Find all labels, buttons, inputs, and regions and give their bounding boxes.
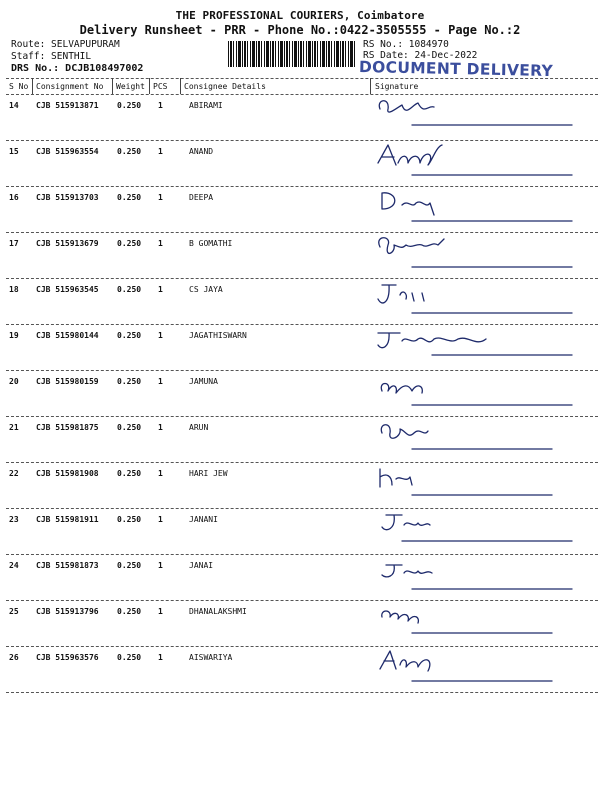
table-row <box>0 555 600 601</box>
document-delivery-stamp: DOCUMENT DELIVERY <box>358 58 554 81</box>
signature-stroke <box>382 193 572 221</box>
signature-stroke <box>379 238 572 267</box>
col-sno-header: S No <box>9 82 29 91</box>
row-consignment-no: CJB 515913703 <box>36 193 99 202</box>
row-consignment-no: CJB 515981911 <box>36 515 99 524</box>
table-row <box>0 417 600 463</box>
row-sno: 18 <box>9 285 19 294</box>
col-consignee-header: Consignee Details <box>184 82 266 91</box>
signature-scribble <box>372 417 592 463</box>
handwritten-signature <box>372 233 592 279</box>
row-sno: 25 <box>9 607 19 616</box>
row-weight: 0.250 <box>117 193 142 202</box>
row-consignee-name: B GOMATHI <box>189 239 233 248</box>
row-sno: 22 <box>9 469 19 478</box>
col-signature-header: Signature <box>375 82 419 91</box>
row-consignee-name: ARUN <box>189 423 209 432</box>
row-consignee-name: JANAI <box>189 561 214 570</box>
row-pcs: 1 <box>158 101 163 110</box>
col-pcs-header: PCS <box>153 82 168 91</box>
signature-scribble <box>372 95 592 141</box>
row-pcs: 1 <box>158 607 163 616</box>
row-sno: 15 <box>9 147 19 156</box>
row-consignment-no: CJB 515980144 <box>36 331 99 340</box>
table-row <box>0 463 600 509</box>
row-sno: 19 <box>9 331 19 340</box>
signature-stroke <box>380 469 552 495</box>
row-weight: 0.250 <box>117 469 142 478</box>
signature-stroke <box>382 611 552 633</box>
handwritten-signature <box>372 325 592 371</box>
row-sno: 21 <box>9 423 19 432</box>
row-sno: 17 <box>9 239 19 248</box>
row-weight: 0.250 <box>117 607 142 616</box>
signature-scribble <box>372 187 592 233</box>
signature-stroke <box>378 145 572 175</box>
signature-scribble <box>372 647 592 693</box>
signature-scribble <box>372 233 592 279</box>
signature-scribble <box>372 555 592 601</box>
row-consignee-name: DHANALAKSHMI <box>189 607 247 616</box>
handwritten-signature <box>372 187 592 233</box>
row-consignee-name: JANANI <box>189 515 218 524</box>
col-divider <box>112 78 113 94</box>
row-weight: 0.250 <box>117 423 142 432</box>
table-row <box>0 509 600 555</box>
handwritten-signature <box>372 279 592 325</box>
table-row <box>0 95 600 141</box>
handwritten-signature <box>372 601 592 647</box>
staff-label: Staff: SENTHIL <box>11 51 92 62</box>
header-top-rule <box>6 78 598 79</box>
signature-scribble <box>372 371 592 417</box>
row-pcs: 1 <box>158 239 163 248</box>
row-pcs: 1 <box>158 469 163 478</box>
row-consignment-no: CJB 515963545 <box>36 285 99 294</box>
row-sno: 23 <box>9 515 19 524</box>
row-consignment-no: CJB 515981875 <box>36 423 99 432</box>
col-consignment-header: Consignment No <box>36 82 104 91</box>
route-label: Route: SELVAPUPURAM <box>11 39 120 50</box>
signature-scribble <box>372 601 592 647</box>
table-row <box>0 647 600 693</box>
row-weight: 0.250 <box>117 147 142 156</box>
rs-date: RS Date: 24-Dec-2022 <box>363 50 478 61</box>
table-row <box>0 187 600 233</box>
handwritten-signature <box>372 509 592 555</box>
col-divider <box>149 78 150 94</box>
row-consignment-no: CJB 515963576 <box>36 653 99 662</box>
row-consignee-name: AISWARIYA <box>189 653 233 662</box>
row-consignee-name: CS JAYA <box>189 285 223 294</box>
row-sno: 20 <box>9 377 19 386</box>
handwritten-signature <box>372 95 592 141</box>
handwritten-signature <box>372 141 592 187</box>
row-consignment-no: CJB 515913679 <box>36 239 99 248</box>
row-sno: 24 <box>9 561 19 570</box>
signature-stroke <box>379 101 572 125</box>
row-divider <box>6 692 598 693</box>
row-consignee-name: DEEPA <box>189 193 214 202</box>
row-consignee-name: JAMUNA <box>189 377 218 386</box>
row-consignee-name: JAGATHISWARN <box>189 331 247 340</box>
row-consignment-no: CJB 515981873 <box>36 561 99 570</box>
signature-stroke <box>380 651 552 681</box>
drs-number: DRS No.: DCJB108497002 <box>11 63 144 74</box>
row-consignee-name: HARI JEW <box>189 469 228 478</box>
table-row <box>0 601 600 647</box>
table-row <box>0 279 600 325</box>
handwritten-signature <box>372 647 592 693</box>
signature-stroke <box>378 333 572 355</box>
row-pcs: 1 <box>158 285 163 294</box>
row-consignee-name: ABIRAMI <box>189 101 223 110</box>
row-weight: 0.250 <box>117 561 142 570</box>
row-pcs: 1 <box>158 423 163 432</box>
row-consignment-no: CJB 515913796 <box>36 607 99 616</box>
row-sno: 26 <box>9 653 19 662</box>
col-divider <box>180 78 181 94</box>
row-consignment-no: CJB 515980159 <box>36 377 99 386</box>
signature-stroke <box>381 384 572 406</box>
signature-scribble <box>372 141 592 187</box>
signature-scribble <box>372 509 592 555</box>
handwritten-signature <box>372 417 592 463</box>
handwritten-signature <box>372 463 592 509</box>
table-row <box>0 371 600 417</box>
row-pcs: 1 <box>158 193 163 202</box>
row-weight: 0.250 <box>117 285 142 294</box>
table-row <box>0 233 600 279</box>
row-consignment-no: CJB 515913871 <box>36 101 99 110</box>
row-weight: 0.250 <box>117 377 142 386</box>
signature-stroke <box>378 285 572 313</box>
row-sno: 16 <box>9 193 19 202</box>
signature-stroke <box>382 565 572 589</box>
row-consignment-no: CJB 515963554 <box>36 147 99 156</box>
barcode <box>228 41 356 67</box>
col-divider <box>370 78 371 94</box>
signature-scribble <box>372 463 592 509</box>
row-pcs: 1 <box>158 561 163 570</box>
table-row <box>0 325 600 371</box>
row-weight: 0.250 <box>117 653 142 662</box>
row-weight: 0.250 <box>117 101 142 110</box>
handwritten-signature <box>372 371 592 417</box>
row-consignment-no: CJB 515981908 <box>36 469 99 478</box>
row-pcs: 1 <box>158 331 163 340</box>
row-consignee-name: ANAND <box>189 147 214 156</box>
table-row <box>0 141 600 187</box>
signature-scribble <box>372 325 592 371</box>
row-pcs: 1 <box>158 515 163 524</box>
row-weight: 0.250 <box>117 331 142 340</box>
row-weight: 0.250 <box>117 515 142 524</box>
rs-number: RS No.: 1084970 <box>363 39 449 50</box>
col-divider <box>32 78 33 94</box>
signature-stroke <box>381 425 552 449</box>
signature-scribble <box>372 279 592 325</box>
company-title: THE PROFESSIONAL COURIERS, Coimbatore <box>175 9 425 22</box>
handwritten-signature <box>372 555 592 601</box>
row-pcs: 1 <box>158 147 163 156</box>
row-sno: 14 <box>9 101 19 110</box>
row-pcs: 1 <box>158 377 163 386</box>
row-weight: 0.250 <box>117 239 142 248</box>
runsheet-title: Delivery Runsheet - PRR - Phone No.:0422-3505555 - Page No.:2 <box>79 23 521 37</box>
row-pcs: 1 <box>158 653 163 662</box>
signature-stroke <box>382 515 572 541</box>
col-weight-header: Weight <box>116 82 145 91</box>
